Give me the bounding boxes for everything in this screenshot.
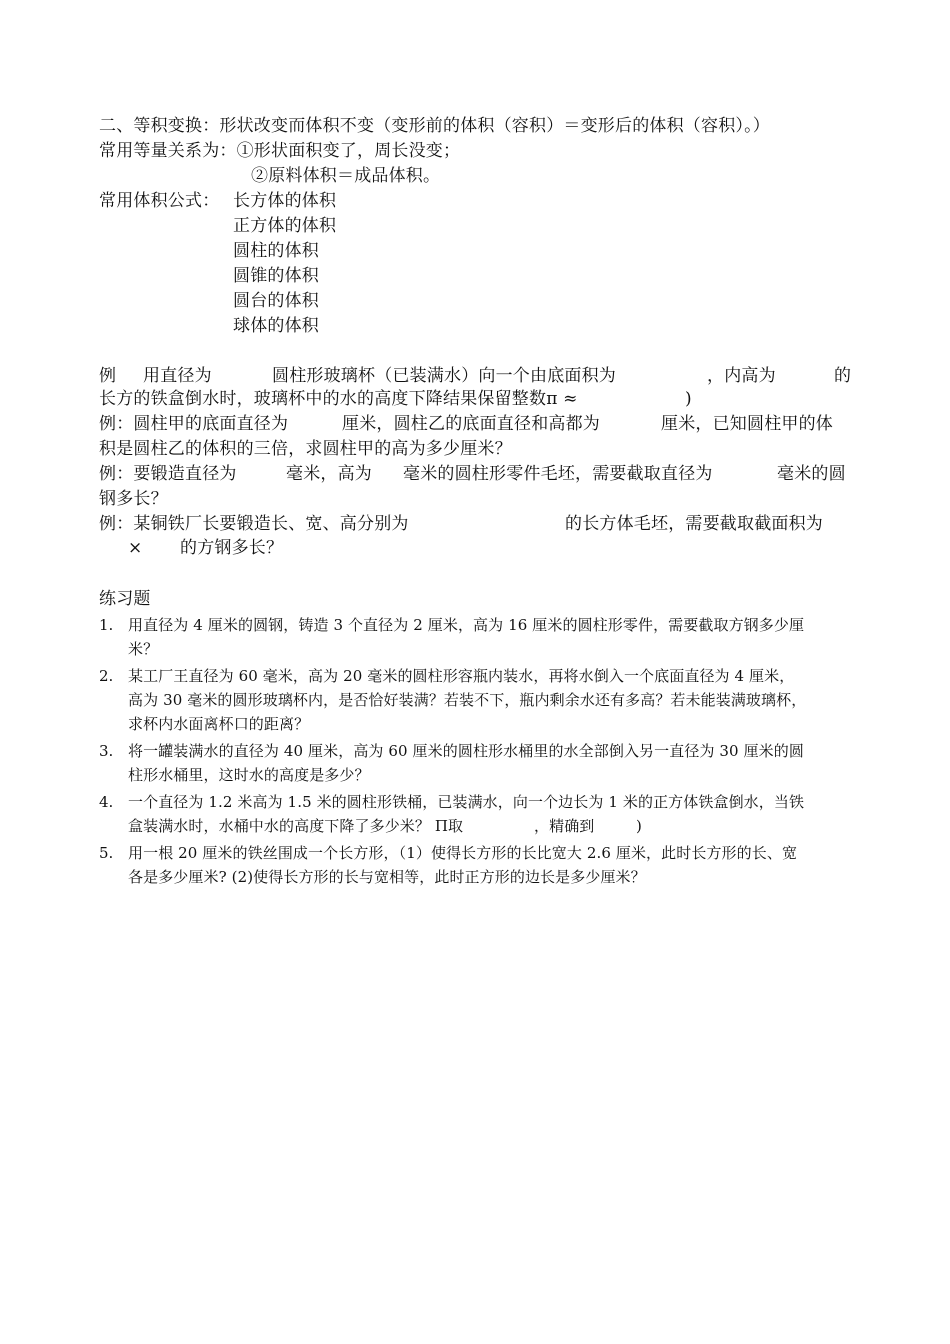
practice-item-2-line: 求杯内水面离杯口的距离？	[128, 715, 310, 733]
practice-title: 练习题	[99, 589, 151, 609]
example-1-text: 的	[834, 366, 852, 386]
practice-item-1-line: 米？	[128, 640, 159, 658]
example-2-text: 厘米，已知圆柱甲的体	[661, 414, 833, 434]
practice-item-5-line: 各是多少厘米? (2)使得长方形的长与宽相等，此时正方形的边长是多少厘米？	[128, 868, 646, 886]
formula-item: 圆柱的体积	[233, 241, 319, 261]
section-two-heading: 二、等积变换：形状改变而体积不变（变形前的体积（容积）＝变形后的体积（容积）。）	[99, 116, 770, 136]
example-3-text: 毫米的圆柱形零件毛坯，需要截取直径为	[403, 464, 713, 484]
example-3-text: 毫米的圆	[777, 464, 846, 484]
example-2-text: 厘米，圆柱乙的底面直径和高都为	[342, 414, 600, 434]
example-2-text: 例：圆柱甲的底面直径为	[99, 414, 289, 434]
practice-item-5-line: 用一根 20 厘米的铁丝围成一个长方形，（1）使得长方形的长比宽大 2.6 厘米，此时长方形的长、宽	[128, 844, 798, 862]
example-4-text: 的方钢多长？	[180, 538, 284, 558]
example-1-text: ，内高为	[707, 366, 776, 386]
formula-item: 圆锥的体积	[233, 266, 319, 286]
practice-item-number: 1.	[99, 616, 114, 634]
formula-item: 正方体的体积	[233, 216, 337, 236]
practice-item-1-line: 用直径为 4 厘米的圆钢，铸造 3 个直径为 2 厘米，高为 16 厘米的圆柱形零件，需要截取方钢多少厘	[128, 616, 805, 634]
example-4-text: 例：某铜铁厂长要锻造长、宽、高分别为	[99, 514, 409, 534]
practice-item-4-line: 盒装满水时，水桶中水的高度下降了多少米？ Π取	[128, 817, 464, 835]
example-1-close: )	[685, 389, 692, 409]
equivalence-relation-2: ②原料体积＝成品体积。	[251, 166, 441, 186]
formulas-label: 常用体积公式：	[99, 191, 220, 211]
example-2-line2: 积是圆柱乙的体积的三倍，求圆柱甲的高为多少厘米？	[99, 439, 512, 459]
example-3-line2: 钢多长？	[99, 489, 168, 509]
practice-item-number: 5.	[99, 844, 114, 862]
equivalence-relation-1: 常用等量关系为：①形状面积变了，周长没变；	[99, 141, 461, 161]
practice-item-3-line: 柱形水桶里，这时水的高度是多少？	[128, 766, 370, 784]
example-3-text: 例：要锻造直径为	[99, 464, 237, 484]
example-4-text: 的长方体毛坯，需要截取截面积为	[565, 514, 823, 534]
practice-item-4-line: ，精确到	[534, 817, 595, 835]
example-1-line2: 长方的铁盒倒水时，玻璃杯中的水的高度下降结果保留整数π ≈	[99, 389, 578, 409]
practice-item-4-line: )	[636, 817, 642, 835]
practice-item-number: 3.	[99, 742, 114, 760]
example-3-text: 毫米，高为	[286, 464, 372, 484]
example-1-text: 圆柱形玻璃杯（已装满水）向一个由底面积为	[272, 366, 616, 386]
example-1-text: 用直径为	[143, 366, 212, 386]
practice-item-2-line: 高为 30 毫米的圆形玻璃杯内，是否恰好装满？若装不下，瓶内剩余水还有多高？若未能装满玻璃杯，	[128, 691, 807, 709]
practice-item-4-line: 一个直径为 1.2 米高为 1.5 米的圆柱形铁桶，已装满水，向一个边长为 1 米的正方体铁盒倒水，当铁	[128, 793, 805, 811]
formula-item: 长方体的体积	[233, 191, 337, 211]
formula-item: 球体的体积	[233, 316, 319, 336]
example-1-prefix: 例	[99, 366, 117, 386]
formula-item: 圆台的体积	[233, 291, 319, 311]
practice-item-2-line: 某工厂王直径为 60 毫米，高为 20 毫米的圆柱形容瓶内装水，再将水倒入一个底面直径为 4 厘米，	[128, 667, 795, 685]
practice-item-number: 4.	[99, 793, 114, 811]
practice-item-number: 2.	[99, 667, 114, 685]
example-4-times: ×	[128, 538, 143, 558]
practice-item-3-line: 将一罐装满水的直径为 40 厘米，高为 60 厘米的圆柱形水桶里的水全部倒入另一直径为 30 厘米的圆	[128, 742, 804, 760]
